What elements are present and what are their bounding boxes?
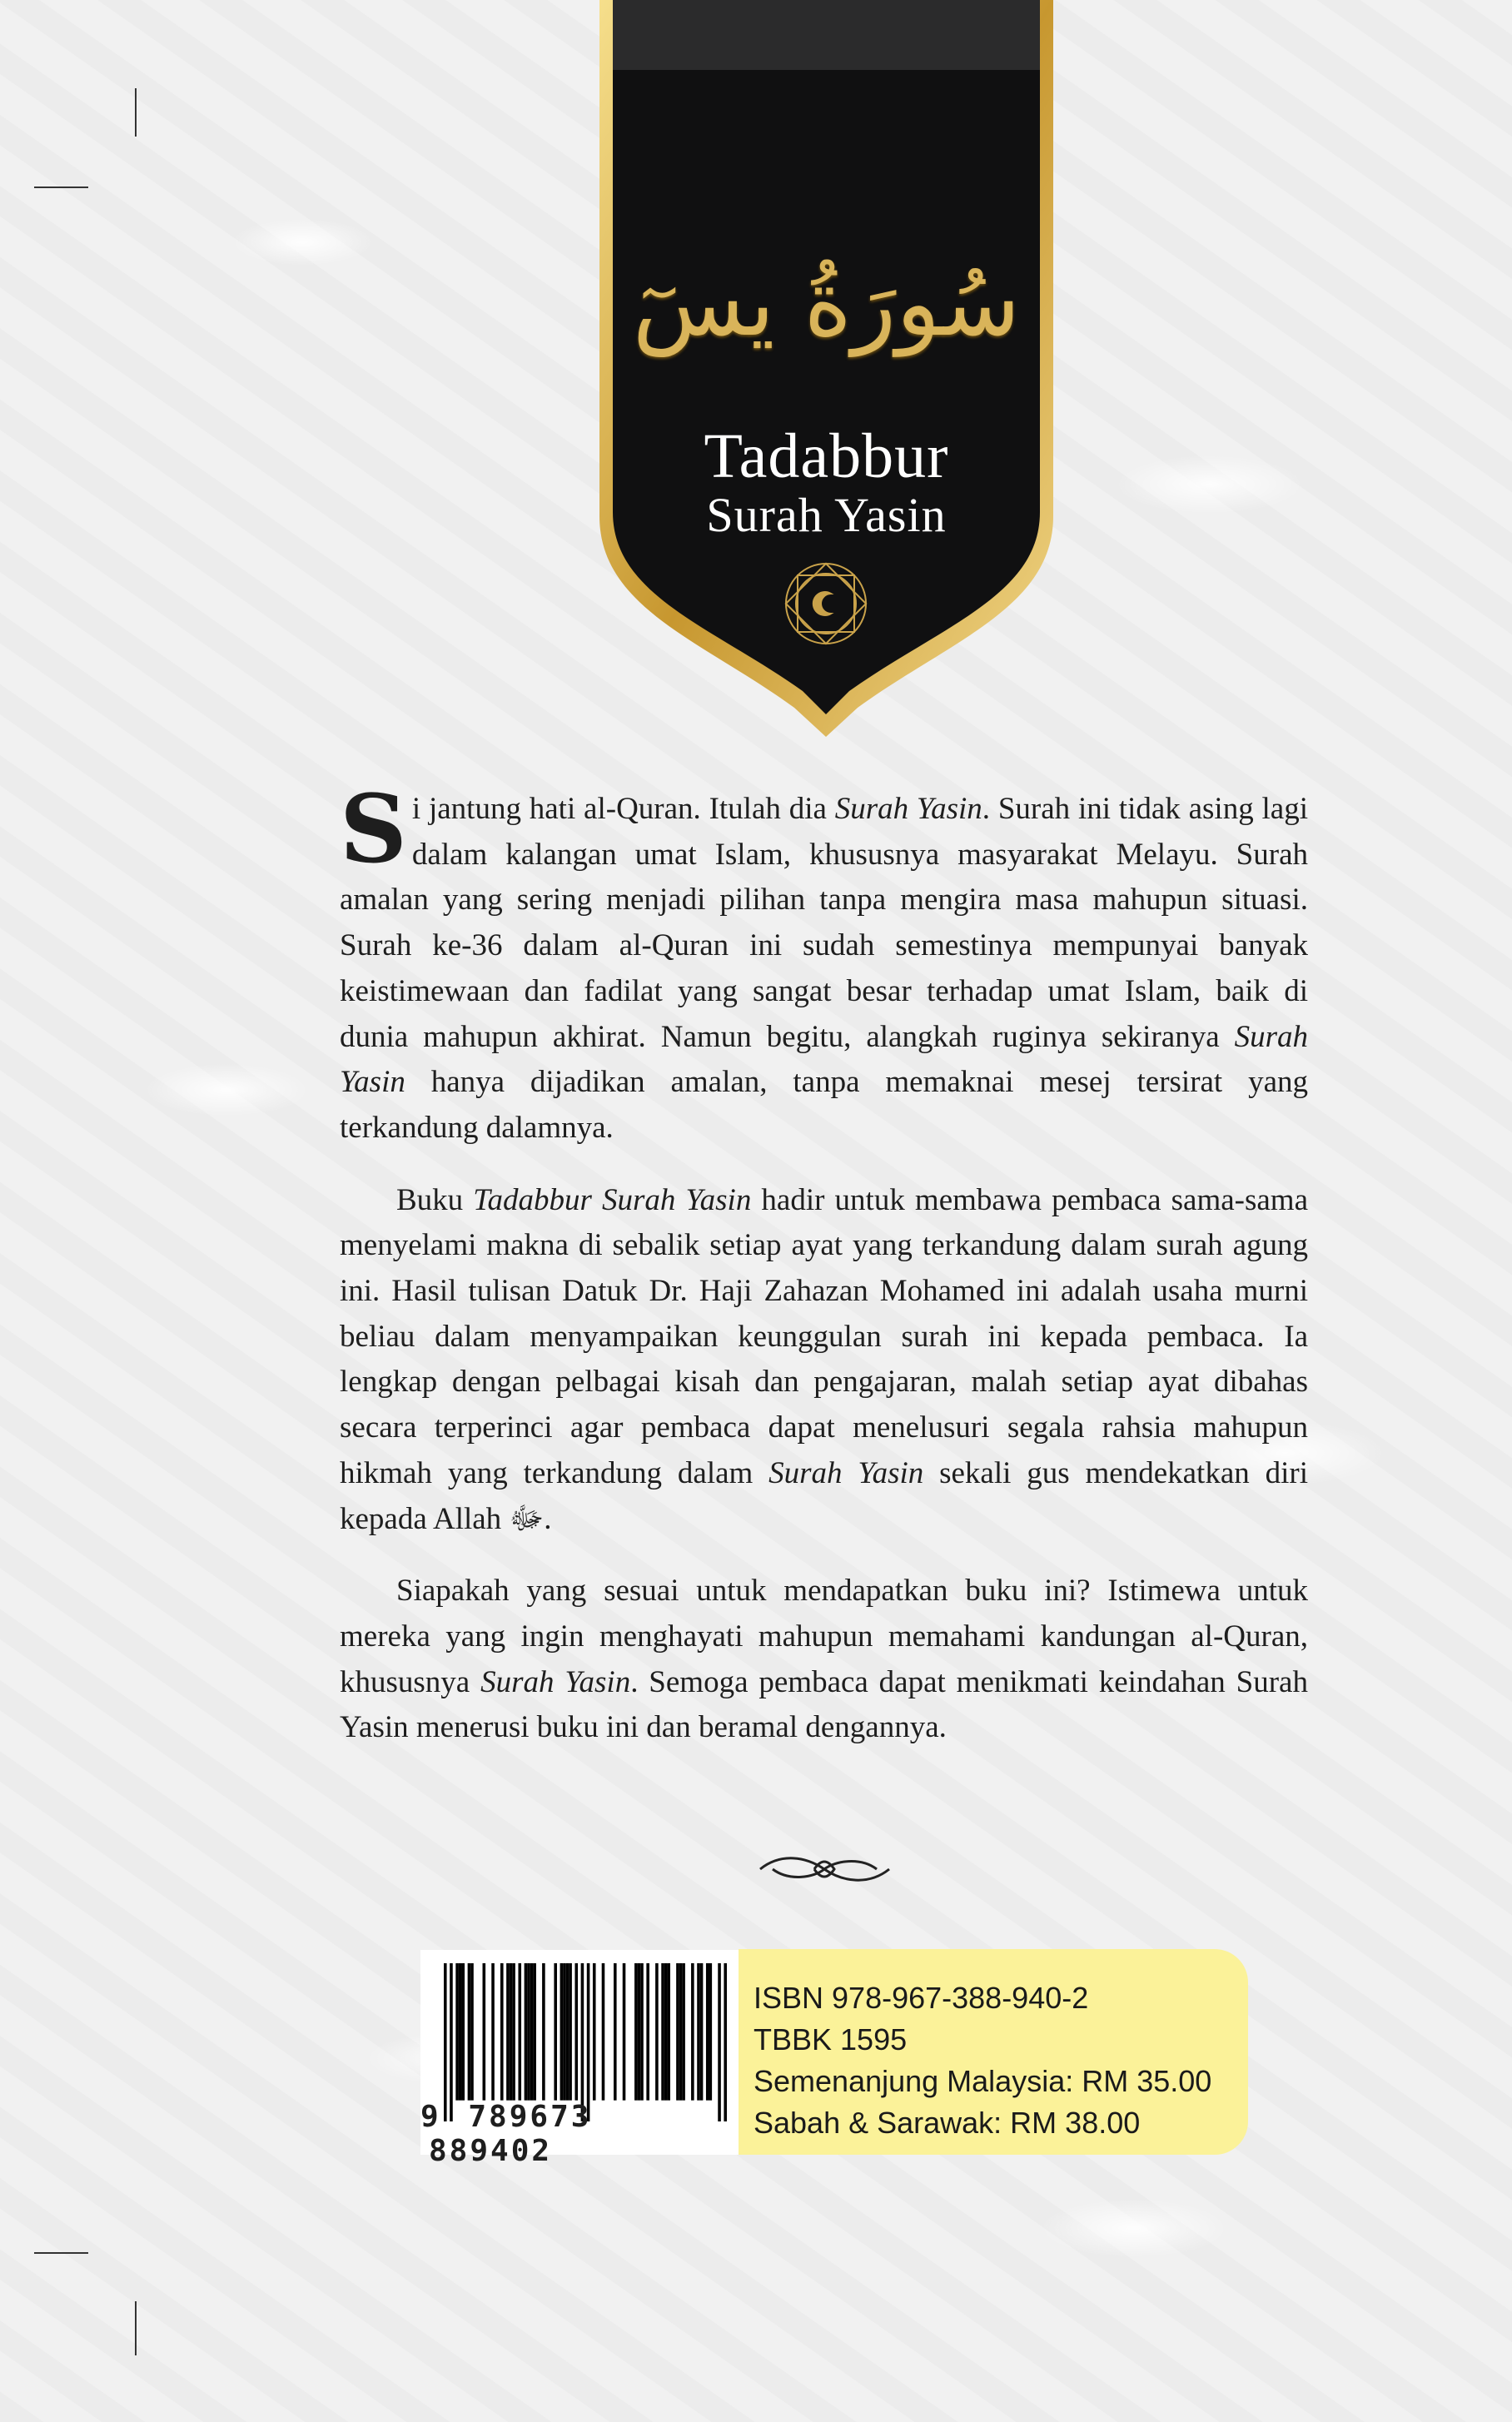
barcode-bar [444, 1963, 447, 2121]
blurb-text: . Surah ini tidak asing lagi dalam kalangan umat Islam, khususnya masyarakat Melayu. Surah amalan yang sering menjadi pilihan tanpa mengira masa mahupun situasi. Surah ke-36 dalam al-Quran ini sudah semestinya mempunyai banyak keistimewaan dan fadilat yang sangat besar terhadap umat Islam, baik di dunia mahupun akhirat. Namun begitu, alangkah ruginya sekiranya [340, 792, 1308, 1054]
barcode-bar [623, 1963, 626, 2101]
barcode-bar [560, 1963, 564, 2101]
book-title: Tadabbur [704, 421, 949, 491]
barcode-bar [574, 1963, 578, 2101]
catalog-code: TBBK 1595 [754, 2022, 908, 2056]
barcode-bar [506, 1963, 510, 2101]
barcode-right-digits: 889402 [429, 2134, 553, 2168]
barcode-bar [483, 1963, 486, 2101]
barcode-bar [450, 1963, 453, 2121]
barcode-bar [724, 1963, 727, 2121]
isbn-barcode [420, 1950, 739, 2168]
barcode-bar [491, 1963, 495, 2101]
barcode-bar [512, 1963, 515, 2101]
barcode-bar [470, 1963, 474, 2101]
barcode-left-digits: 789673 [468, 2100, 592, 2134]
barcode-bar [679, 1963, 683, 2101]
barcode-bar [533, 1963, 536, 2101]
blurb-paragraph [340, 1569, 1308, 1751]
barcode-bar [634, 1963, 638, 2101]
barcode-bar [530, 1963, 534, 2101]
barcode-bars [444, 1963, 727, 2121]
barcode-bar [718, 1963, 721, 2121]
italic-title-text: Tadabbur Surah Yasin [473, 1182, 752, 1217]
barcode-bar [640, 1963, 644, 2101]
blurb-text: hadir untuk membawa pembaca sama-sama menyelami makna di sebalik setiap ayat yang terkandung dalam surah agung ini. Hasil tulisan Datuk Dr. Haji Zahazan Mohamed ini adalah usaha murni beliau dalam menyampaikan keunggulan surah ini kepada pembaca. Ia lengkap dengan pelbagai kisah dan pengajaran, malah setiap ayat dibahas secara terperinci agar pembaca dapat menelusuri segala rahsia mahupun hikmah yang terkandung dalam [340, 1182, 1309, 1490]
barcode-bar [667, 1963, 670, 2101]
barcode-bar [691, 1963, 694, 2101]
barcode-bar [542, 1963, 545, 2101]
blurb-text: hanya dijadikan amalan, tanpa memaknai mesej tersirat yang terkandung dalamnya. [340, 1065, 1308, 1145]
drop-cap: S [340, 775, 407, 884]
barcode-bar [518, 1963, 521, 2101]
barcode-bar [563, 1963, 566, 2101]
barcode-bar [602, 1963, 605, 2101]
barcode-bar [661, 1963, 664, 2101]
barcode-bar [697, 1963, 700, 2101]
italic-title-text: Surah Yasin [480, 1664, 631, 1699]
italic-title-text: Surah Yasin [340, 1019, 1308, 1100]
price-peninsular: Semenanjung Malaysia: RM 35.00 [754, 2064, 1212, 2098]
barcode-bar [664, 1963, 668, 2101]
barcode-bar [468, 1963, 471, 2101]
title-banner [599, 0, 1053, 749]
barcode-bar [455, 1963, 459, 2101]
blurb-text: Siapakah yang sesuai untuk mendapatkan buku ini? Istimewa untuk mereka yang ingin menghayati mahupun memahami kandungan al-Quran, khususnya [340, 1574, 1308, 1699]
barcode-first-digit: 9 [420, 2100, 441, 2134]
barcode-bar [682, 1963, 685, 2101]
barcode-bar [700, 1963, 704, 2101]
blurb-text: i jantung hati al-Quran. Itulah dia [411, 792, 835, 826]
flourish-ornament-icon [756, 1848, 893, 1890]
book-subtitle: Surah Yasin [706, 488, 947, 542]
blurb-text: Buku [396, 1182, 474, 1217]
isbn-text: ISBN 978-967-388-940-2 [754, 1981, 1089, 2015]
blurb-paragraph [340, 1178, 1308, 1543]
barcode-bar [655, 1963, 659, 2101]
crop-mark [135, 88, 137, 137]
barcode-bar [706, 1963, 709, 2101]
barcode-bar [581, 1963, 584, 2121]
barcode-bar [676, 1963, 679, 2101]
barcode-bar [569, 1963, 572, 2101]
barcode-digits [420, 2100, 739, 2168]
barcode-bar [510, 1963, 513, 2101]
barcode-bar [461, 1963, 465, 2101]
italic-title-text: Surah Yasin [768, 1455, 924, 1490]
barcode-bar [646, 1963, 649, 2101]
barcode-bar [525, 1963, 528, 2101]
blurb-text: sekali gus mendekatkan diri kepada Allah ﷻ. [340, 1455, 1308, 1536]
blurb-paragraph [340, 775, 1308, 1151]
blurb [340, 775, 1309, 1778]
italic-title-text: Surah Yasin [834, 792, 982, 826]
arabic-title-logo: سُورَةُ يسٓ [632, 250, 1021, 356]
price-east-malaysia: Sabah & Sarawak: RM 38.00 [754, 2106, 1141, 2140]
barcode-bar [593, 1963, 596, 2101]
blurb-text: . Semoga pembaca dapat menikmati keindahan Surah Yasin menerusi buku ini dan beramal dengannya. [340, 1664, 1308, 1745]
price-info-box [739, 1949, 1248, 2155]
barcode-bar [459, 1963, 462, 2101]
crop-mark [34, 2252, 88, 2254]
barcode-bar [500, 1963, 504, 2101]
barcode-bar [527, 1963, 530, 2101]
barcode-bar [566, 1963, 569, 2101]
barcode-bar [587, 1963, 590, 2121]
crop-mark [34, 186, 88, 188]
barcode-bar [614, 1963, 617, 2101]
crop-mark [135, 2301, 137, 2355]
barcode-bar [554, 1963, 557, 2101]
barcode-bar [638, 1963, 641, 2101]
barcode-bar [709, 1963, 713, 2101]
